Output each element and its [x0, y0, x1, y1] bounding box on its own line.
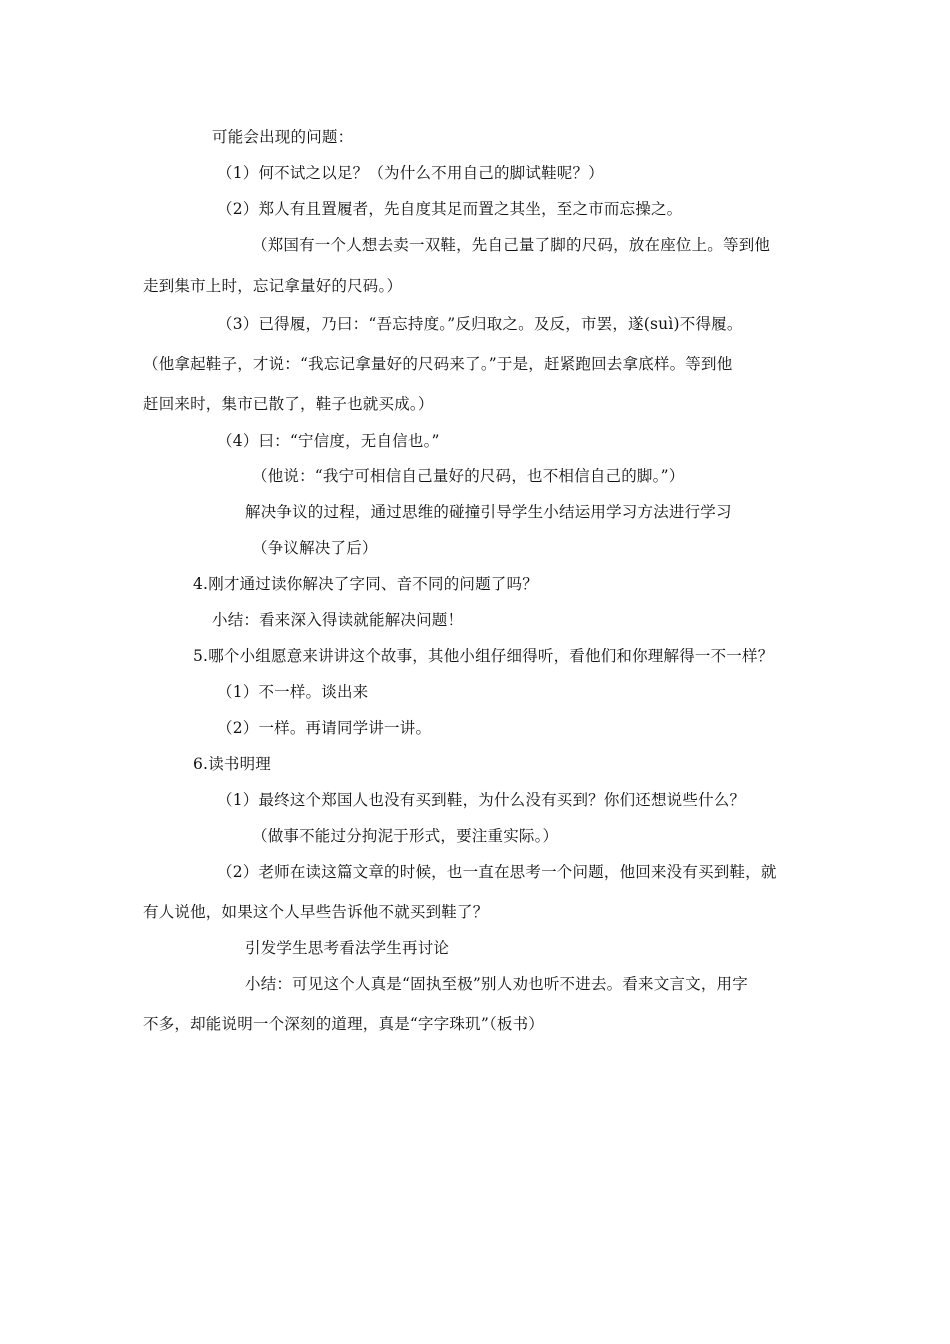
text-line: 可能会出现的问题： [212, 128, 354, 146]
text-line: （做事不能过分拘泥于形式，要注重实际。） [252, 827, 559, 845]
text-line: 引发学生思考看法学生再讨论 [245, 939, 450, 957]
text-line: 5.哪个小组愿意来讲讲这个故事，其他小组仔细得听，看他们和你理解得一不一样？ [193, 647, 774, 665]
text-line: （3）已得履，乃曰：“吾忘持度。”反归取之。及反，市罢，遂(suì)不得履。 [217, 315, 743, 333]
text-line: （1）最终这个郑国人也没有买到鞋，为什么没有买到？你们还想说些什么？ [217, 791, 746, 809]
text-line: 6.读书明理 [193, 755, 271, 773]
text-line: 小结：可见这个人真是“固执至极”别人劝也听不进去。看来文言文，用字 [245, 975, 748, 993]
text-line: 有人说他，如果这个人早些告诉他不就买到鞋了？ [143, 903, 489, 921]
text-line: 不多，却能说明一个深刻的道理，真是“字字珠玑”（板书） [143, 1015, 544, 1033]
text-line: （1）何不试之以足？（为什么不用自己的脚试鞋呢？） [217, 164, 604, 182]
text-line: （2）老师在读这篇文章的时候，也一直在思考一个问题，他回来没有买到鞋，就 [217, 863, 777, 881]
text-line: （他拿起鞋子，才说：“我忘记拿量好的尺码来了。”于是，赶紧跑回去拿底样。等到他 [143, 355, 733, 373]
text-line: （争议解决了后） [252, 539, 378, 557]
text-line: （4）曰：“宁信度，无自信也。” [217, 432, 440, 450]
text-line: （他说：“我宁可相信自己量好的尺码，也不相信自己的脚。”） [252, 467, 685, 485]
text-line: 走到集市上时，忘记拿量好的尺码。） [143, 277, 403, 295]
text-line: （2）一样。再请同学讲一讲。 [217, 719, 432, 737]
text-line: 4.刚才通过读你解决了字同、音不同的问题了吗？ [193, 575, 538, 593]
text-line: （1）不一样。谈出来 [217, 683, 369, 701]
text-line: （2）郑人有且置履者，先自度其足而置之其坐，至之市而忘操之。 [217, 200, 683, 218]
text-line: 解决争议的过程，通过思维的碰撞引导学生小结运用学习方法进行学习 [245, 503, 732, 521]
text-line: （郑国有一个人想去卖一双鞋，先自己量了脚的尺码，放在座位上。等到他 [252, 236, 771, 254]
text-line: 赶回来时，集市已散了，鞋子也就买成。） [143, 395, 434, 413]
text-line: 小结：看来深入得读就能解决问题！ [212, 611, 464, 629]
